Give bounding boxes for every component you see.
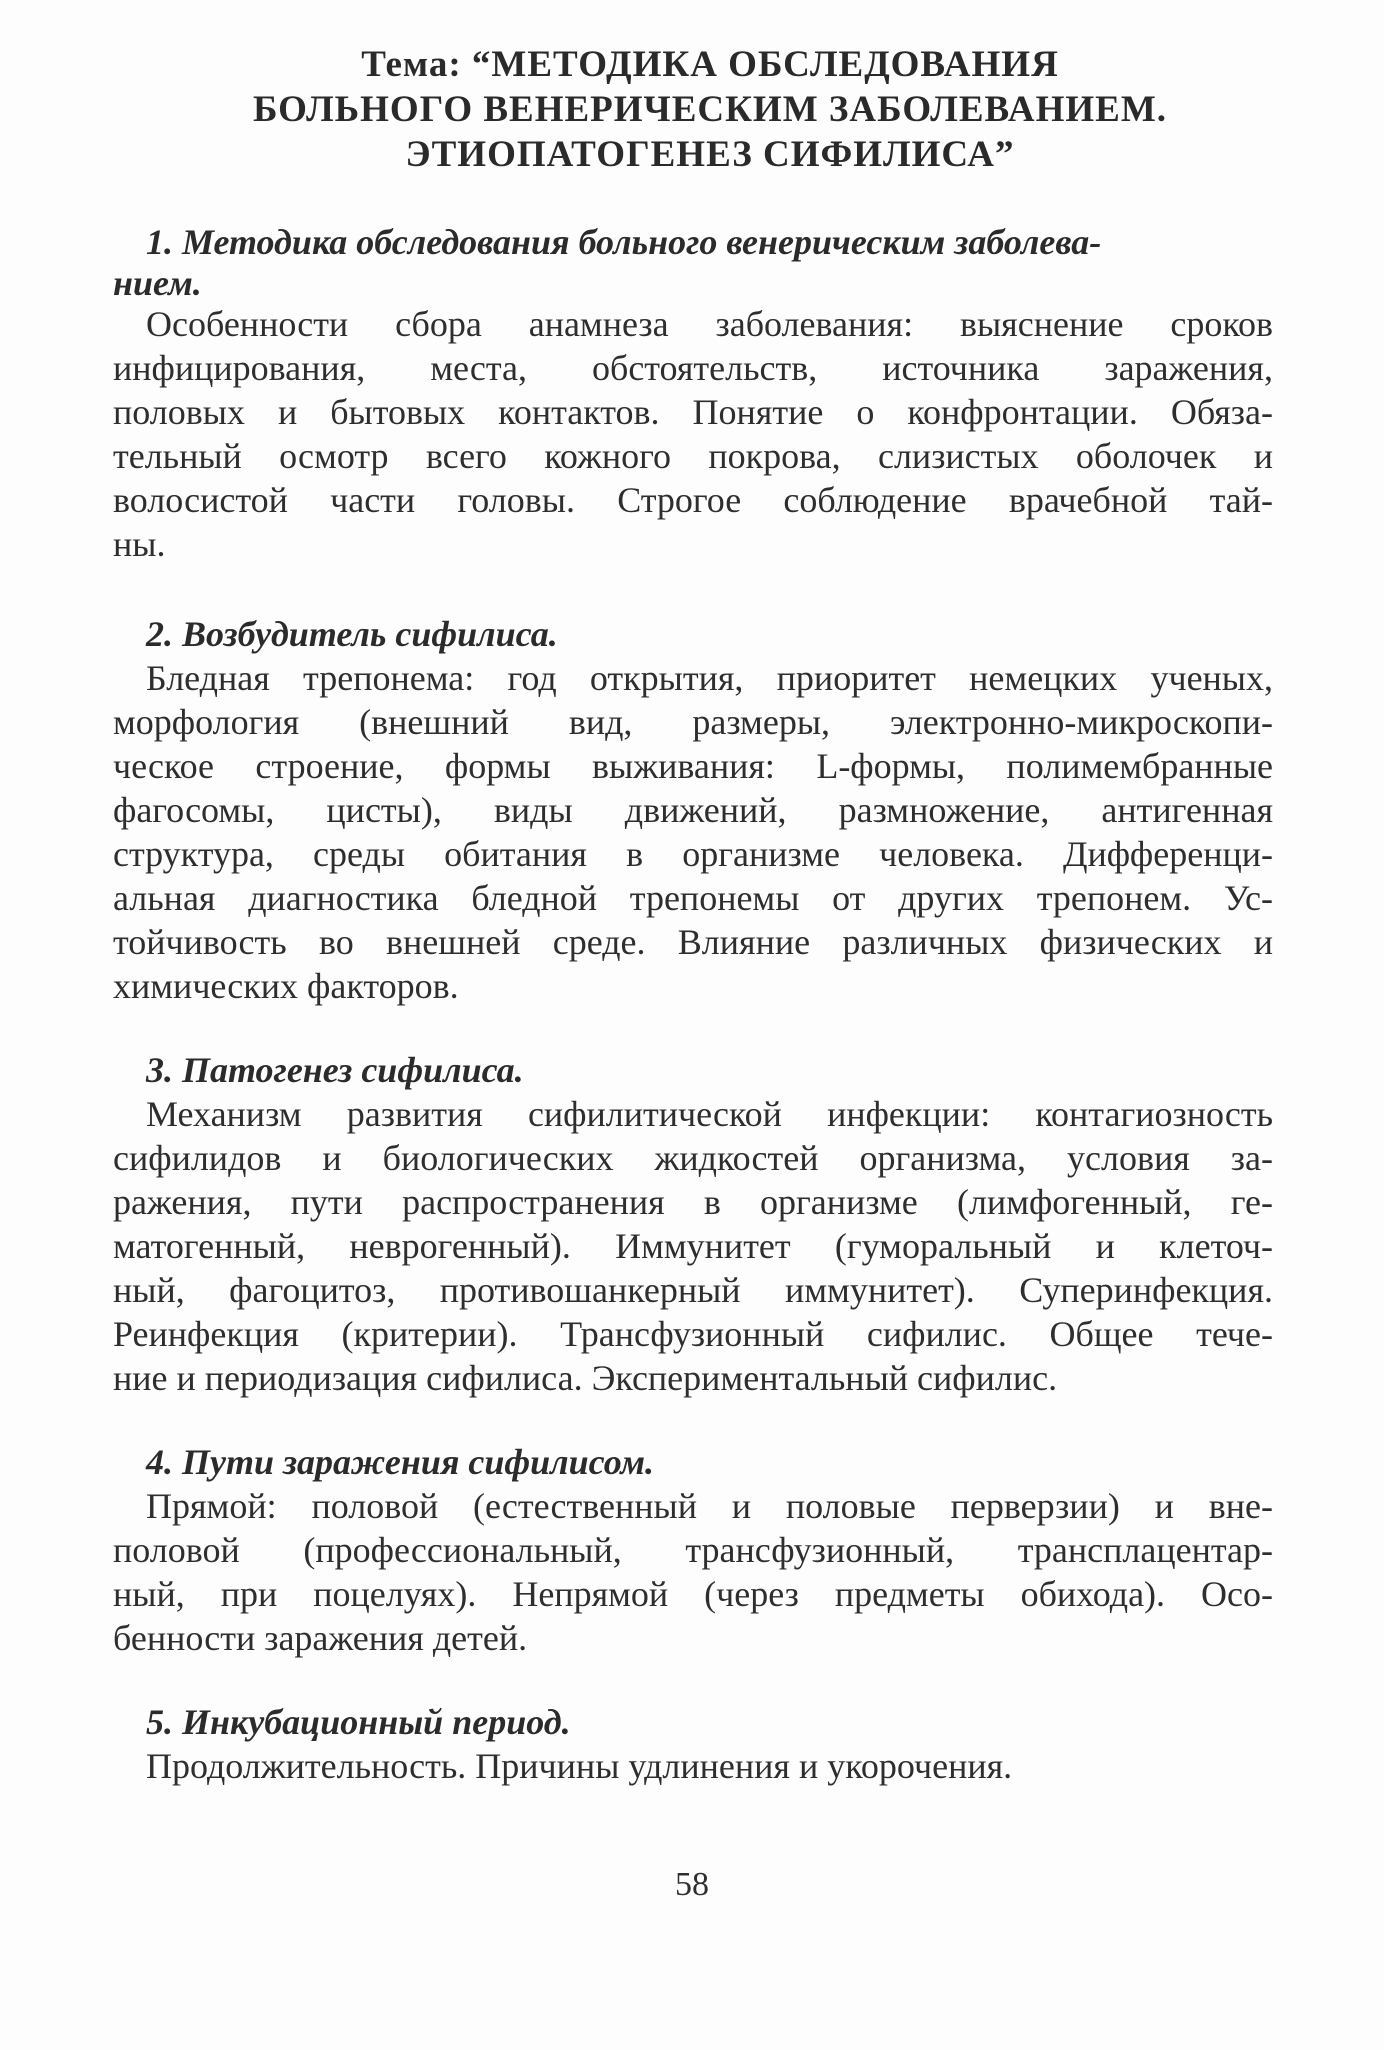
section-incubation-period xyxy=(113,1700,1273,1788)
section-body xyxy=(113,302,1273,566)
text-line: бенности заражения детей. xyxy=(113,1618,528,1658)
section-body xyxy=(113,1484,1273,1660)
title-line: Тема: “МЕТОДИКА ОБСЛЕДОВАНИЯ xyxy=(361,44,1059,85)
text-line: Особенности сбора анамнеза заболевания: выяснение сроков xyxy=(146,304,1273,344)
title-line: БОЛЬНОГО ВЕНЕРИЧЕСКИМ ЗАБОЛЕВАНИЕМ. xyxy=(252,89,1168,130)
section-heading: 4. Пути заражения сифилисом. xyxy=(146,1442,655,1482)
section-heading: 5. Инкубационный период. xyxy=(146,1702,571,1742)
text-line: Прямой: половой (естественный и половые перверзии) и вне- xyxy=(146,1486,1273,1526)
text-line: ческое строение, формы выживания: L-формы, полимембранные xyxy=(113,746,1273,786)
text-line: фагосомы, цисты), виды движений, размножение, антигенная xyxy=(113,790,1273,830)
title-line: ЭТИОПАТОГЕНЕЗ СИФИЛИСА” xyxy=(405,134,1015,175)
text-line: Бледная трепонема: год открытия, приоритет немецких ученых, xyxy=(146,658,1273,698)
text-line: половых и бытовых контактов. Понятие о конфронтации. Обяза- xyxy=(113,392,1273,432)
section-body xyxy=(113,1744,1273,1788)
section-infection-routes xyxy=(113,1440,1273,1660)
text-line: ный, фагоцитоз, противошанкерный иммунитет). Суперинфекция. xyxy=(113,1270,1273,1310)
text-line: Реинфекция (критерии). Трансфузионный сифилис. Общее тече- xyxy=(113,1314,1273,1354)
text-line: ние и периодизация сифилиса. Экспериментальный сифилис. xyxy=(113,1358,1058,1398)
text-line: ны. xyxy=(113,524,166,564)
section-pathogen xyxy=(113,612,1273,1008)
text-line: химических факторов. xyxy=(113,966,459,1006)
text-line: структура, среды обитания в организме человека. Дифференци- xyxy=(113,834,1273,874)
page-number: 58 xyxy=(675,1866,709,1903)
section-body xyxy=(113,656,1273,1008)
text-line: ный, при поцелуях). Непрямой (через предметы обихода). Осо- xyxy=(113,1574,1273,1614)
section-heading: 3. Патогенез сифилиса. xyxy=(146,1050,524,1090)
text-line: Продолжительность. Причины удлинения и укорочения. xyxy=(146,1746,1013,1786)
section-heading-continuation: нием. xyxy=(113,263,202,303)
section-heading: 1. Методика обследования больного венерическим заболева- xyxy=(146,222,1102,262)
text-line: матогенный, неврогенный). Иммунитет (гуморальный и клеточ- xyxy=(113,1226,1273,1266)
text-line: половой (профессиональный, трансфузионный, трансплацентар- xyxy=(113,1530,1273,1570)
text-line: инфицирования, места, обстоятельств, источника заражения, xyxy=(113,348,1273,388)
text-line: тельный осмотр всего кожного покрова, слизистых оболочек и xyxy=(113,436,1273,476)
text-line: тойчивость во внешней среде. Влияние различных физических и xyxy=(113,922,1273,962)
text-line: сифилидов и биологических жидкостей организма, условия за- xyxy=(113,1138,1273,1178)
text-line: волосистой части головы. Строгое соблюдение врачебной тай- xyxy=(113,480,1273,520)
section-examination-method xyxy=(113,220,1273,566)
text-line: ражения, пути распространения в организме (лимфогенный, ге- xyxy=(113,1182,1273,1222)
section-pathogenesis xyxy=(113,1048,1273,1400)
text-line: Механизм развития сифилитической инфекции: контагиозность xyxy=(146,1094,1273,1134)
section-body xyxy=(113,1092,1273,1400)
page-title xyxy=(120,42,1300,177)
section-heading: 2. Возбудитель сифилиса. xyxy=(146,614,558,654)
text-line: морфология (внешний вид, размеры, электронно-микроскопи- xyxy=(113,702,1273,742)
text-line: альная диагностика бледной трепонемы от других трепонем. Ус- xyxy=(113,878,1273,918)
